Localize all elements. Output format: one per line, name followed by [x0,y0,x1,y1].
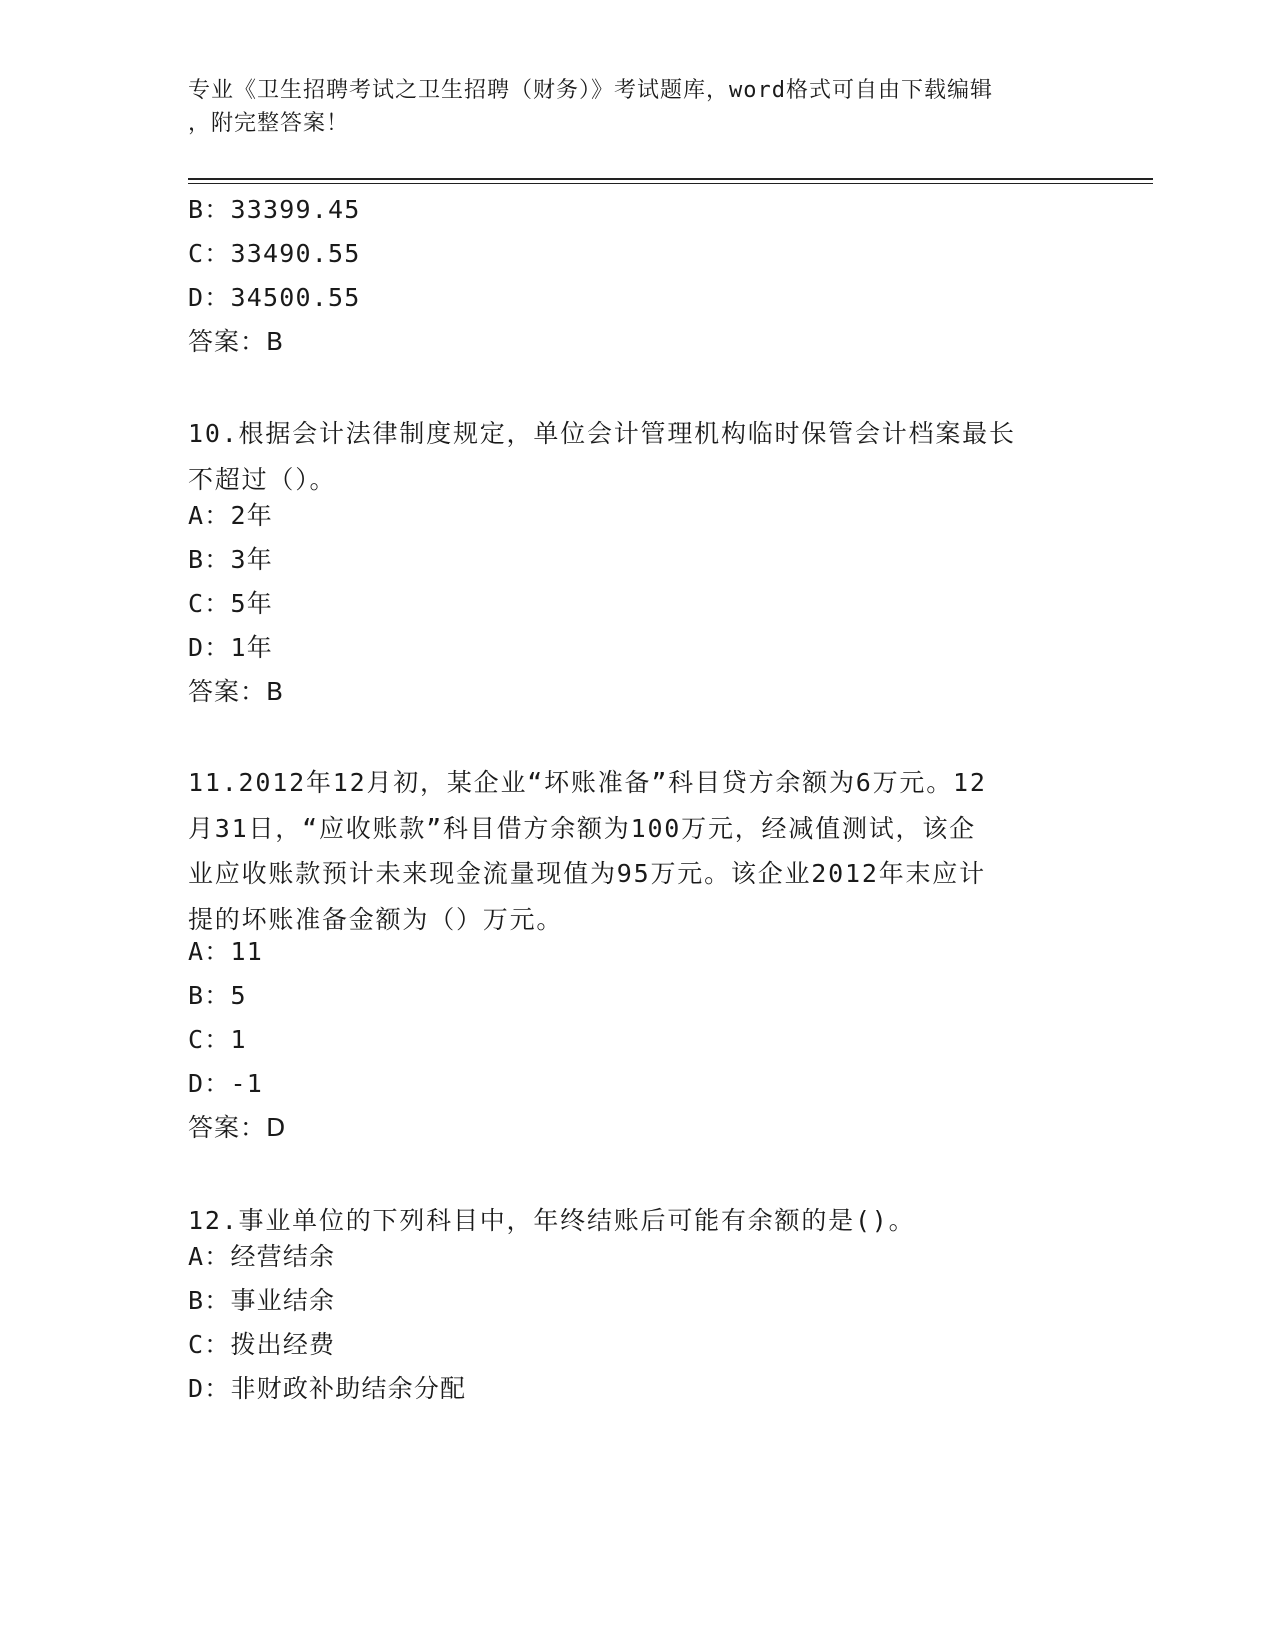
q12-text-line-1: 12.事业单位的下列科目中，年终结账后可能有余额的是()。 [188,1206,916,1235]
q10-option-d: D：1年 [188,633,273,662]
q10-option-b: B：3年 [188,545,273,574]
q10-answer: 答案：B [188,677,285,706]
q10-option-a: A：2年 [188,501,273,530]
q12-option-b: B：事业结余 [188,1286,336,1315]
header-divider-thick [188,178,1153,180]
q10-text-line-2: 不超过（）。 [188,464,337,494]
q9-answer: 答案：B [188,327,285,356]
q11-text-line-2: 月31日，“应收账款”科目借方余额为100万元，经减值测试，该企 [188,813,976,843]
q10-text [188,411,1088,502]
q11-option-a: A：11 [188,937,263,966]
q11-answer: 答案：D [188,1113,287,1142]
q11-text-line-3: 业应收账款预计未来现金流量现值为95万元。该企业2012年末应计 [188,859,986,888]
q11-option-c: C：1 [188,1025,247,1054]
q11-text [188,760,1088,942]
q9-option-d: D：34500.55 [188,283,361,312]
header-line-1: 专业《卫生招聘考试之卫生招聘（财务）》考试题库，word格式可自由下载编辑 [188,78,993,103]
q12-text [188,1198,1088,1244]
q9-option-c: C：33490.55 [188,239,361,268]
q11-text-line-4: 提的坏账准备金额为（）万元。 [188,904,564,934]
q12-option-a: A：经营结余 [188,1242,336,1271]
q12-option-d: D：非财政补助结余分配 [188,1374,467,1403]
header-divider-thin [188,183,1153,184]
q11-option-b: B：5 [188,981,247,1010]
q12-option-c: C：拨出经费 [188,1330,336,1359]
document-header [188,74,1088,140]
q9-option-b: B：33399.45 [188,195,361,224]
q10-text-line-1: 10.根据会计法律制度规定，单位会计管理机构临时保管会计档案最长 [188,419,1016,448]
q10-option-c: C：5年 [188,589,273,618]
header-line-2: ，附完整答案！ [188,111,350,136]
q11-text-line-1: 11.2012年12月初，某企业“坏账准备”科目贷方余额为6万元。12 [188,768,987,797]
q11-option-d: D：-1 [188,1069,263,1098]
